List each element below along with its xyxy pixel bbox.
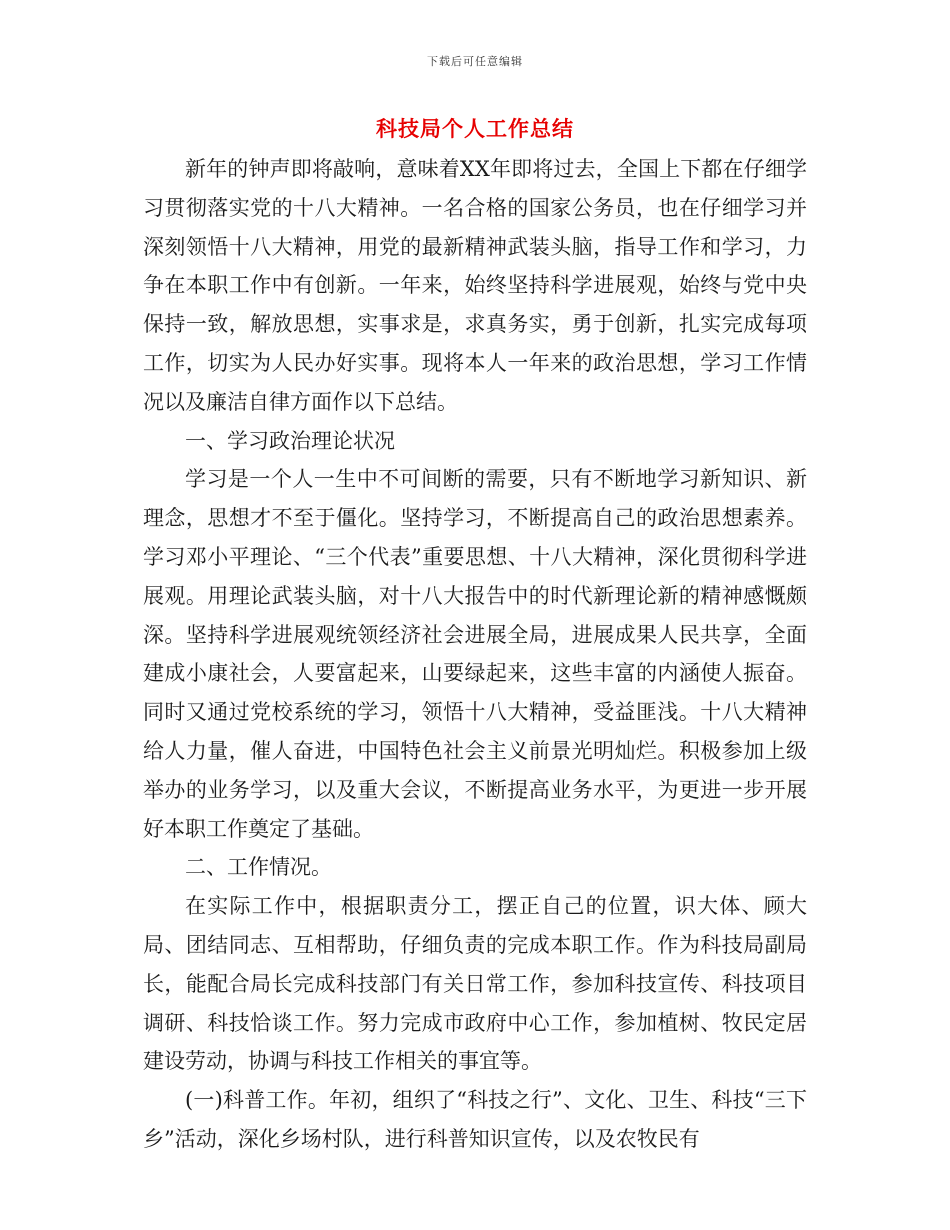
document-body bbox=[143, 150, 807, 1159]
section-heading-1: 一、学习政治理论状况 bbox=[185, 428, 395, 453]
paragraph-work: 在实际工作中，根据职责分工，摆正自己的位置，识大体、顾大局、团结同志、互相帮助，仔细负责的完成本职工作。作为科技局副局长，能配合局长完成科技部门有关日常工作，参加科技宣传、科技项目调研、科技恰谈工作。努力完成市政府中心工作，参加植树、牧民定居建设劳动，协调与科技工作相关的事宜等。 bbox=[143, 894, 807, 1074]
paragraph-study: 学习是一个人一生中不可间断的需要，只有不断地学习新知识、新理念，思想才不至于僵化。坚持学习，不断提高自己的政治思想素养。学习邓小平理论、“三个代表”重要思想、十八大精神，深化贯彻科学进展观。用理论武装头脑，对十八大报告中的时代新理论新的精神感慨颇深。坚持科学进展观统领经济社会进展全局，进展成果人民共享，全面建成小康社会，人要富起来，山要绿起来，这些丰富的内涵使人振奋。同时又通过党校系统的学习，领悟十八大精神，受益匪浅。十八大精神给人力量，催人奋进，中国特色社会主义前景光明灿烂。积极参加上级举办的业务学习，以及重大会议，不断提高业务水平，为更进一步开展好本职工作奠定了基础。 bbox=[143, 467, 807, 841]
section-heading-2: 二、工作情况。 bbox=[185, 855, 332, 880]
document-title: 科技局个人工作总结 bbox=[376, 116, 574, 141]
header-note: 下载后可任意编辑 bbox=[427, 55, 523, 68]
paragraph-intro: 新年的钟声即将敲响，意味着XX年即将过去，全国上下都在仔细学习贯彻落实党的十八大精神。一名合格的国家公务员，也在仔细学习并深刻领悟十八大精神，用党的最新精神武装头脑，指导工作和学习，力争在本职工作中有创新。一年来，始终坚持科学进展观，始终与党中央保持一致，解放思想，实事求是，求真务实，勇于创新，扎实完成每项工作，切实为人民办好实事。现将本人一年来的政治思想，学习工作情况以及廉洁自律方面作以下总结。 bbox=[143, 157, 807, 414]
paragraph-science-popularization: (一)科普工作。年初，组织了“科技之行”、文化、卫生、科技“三下乡”活动，深化乡场村队，进行科普知识宣传，以及农牧民有 bbox=[143, 1088, 807, 1151]
